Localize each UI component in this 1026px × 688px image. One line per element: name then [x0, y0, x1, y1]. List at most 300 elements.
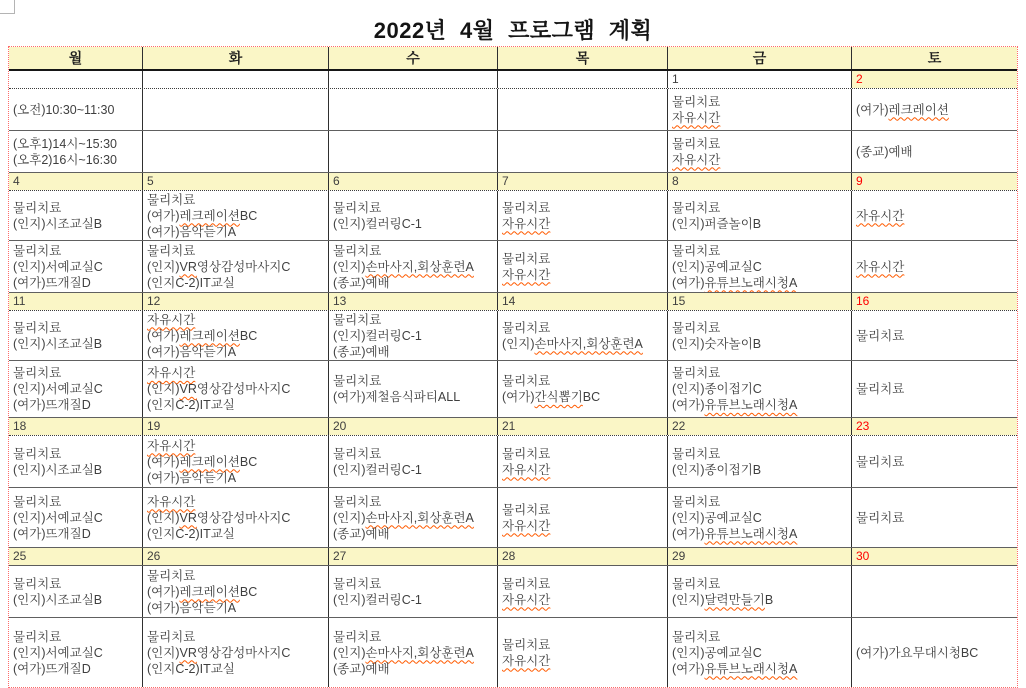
schedule-cell: [143, 618, 329, 687]
program-text: (여가)가요무대시청BC: [856, 645, 979, 660]
schedule-cell-empty: [852, 566, 1017, 617]
schedule-cell: [9, 566, 143, 617]
schedule-line: [672, 381, 849, 397]
program-text: 손마사지,회상훈련A: [365, 510, 474, 525]
program-text: 물리치료: [502, 637, 551, 652]
program-text: (인지)컬러링C-1: [333, 216, 422, 231]
program-text: VR: [179, 382, 197, 396]
schedule-line: [672, 216, 849, 232]
program-text: 레크레이션: [888, 102, 949, 117]
program-text: 물리치료: [502, 446, 551, 461]
program-text: 자유시간: [502, 267, 551, 282]
schedule-cell: [668, 89, 852, 130]
schedule-line: [856, 208, 1015, 224]
program-text: (여가): [147, 208, 180, 223]
schedule-line: [672, 110, 849, 126]
program-text: 물리치료: [13, 243, 62, 258]
schedule-line: [147, 312, 326, 328]
date-cell-16: 16: [852, 293, 1017, 310]
program-text: (여가): [856, 102, 889, 117]
program-text: (인지): [333, 259, 366, 274]
program-text: 물리치료: [13, 366, 62, 380]
program-text: (여가): [672, 275, 705, 290]
schedule-cell: [329, 618, 498, 687]
program-text: (여가)뜨개질D: [13, 526, 91, 541]
schedule-line: [502, 502, 665, 518]
program-text: (인지)서예교실C: [13, 382, 103, 396]
program-text: VR: [179, 645, 197, 660]
program-text: 물리치료: [502, 200, 551, 215]
schedule-cell: [498, 488, 668, 547]
program-text: 달력만들기: [704, 592, 765, 607]
program-text: 레크레이션: [179, 328, 240, 343]
schedule-cell: [498, 566, 668, 617]
schedule-line: [13, 381, 140, 397]
schedule-line: [672, 510, 849, 526]
page-title: 2022년 4월 프로그램 계획: [373, 18, 653, 43]
schedule-line: [147, 510, 326, 526]
schedule-line: [147, 243, 326, 259]
date-cell-25: 25: [9, 548, 143, 565]
program-text: (인지): [333, 645, 366, 660]
schedule-row-week-4-1: [9, 436, 1017, 488]
date-cell-15: 15: [668, 293, 852, 310]
program-text: 간식뽑기: [534, 390, 583, 404]
program-text: 물리치료: [13, 320, 62, 335]
program-text: 자유시간: [502, 653, 551, 668]
schedule-line: [502, 320, 665, 336]
schedule-line: [13, 243, 140, 259]
program-text: (인지)시조교실B: [13, 462, 103, 477]
program-text: 유튜브노래시청A: [704, 526, 798, 541]
program-text: (여가): [147, 584, 180, 599]
date-cell-19: 19: [143, 418, 329, 435]
program-text: (인지)공예교실C: [672, 645, 762, 660]
program-text: 레크레이션: [179, 454, 240, 469]
schedule-line: [147, 192, 326, 208]
weekday-header-fri: 금: [668, 47, 852, 69]
schedule-cell: [329, 566, 498, 617]
date-cell-empty: [329, 71, 498, 88]
date-row-week-2: [9, 173, 1017, 191]
date-cell-27: 27: [329, 548, 498, 565]
date-cell-7: 7: [498, 173, 668, 190]
schedule-line: [147, 526, 326, 542]
program-text: (인지)컬러링C-1: [333, 592, 422, 607]
schedule-cell: [143, 436, 329, 487]
program-text: (인지C-2)IT교실: [147, 275, 235, 290]
schedule-line: [672, 365, 849, 381]
program-text: 자유시간: [147, 312, 196, 327]
schedule-cell: [852, 361, 1017, 417]
date-row-week-1: [9, 71, 1017, 89]
schedule-line: [672, 275, 849, 291]
schedule-line: [502, 373, 665, 389]
weekday-header-tue: 화: [143, 47, 329, 69]
weekday-header-mon: 월: [9, 47, 143, 69]
date-cell-28: 28: [498, 548, 668, 565]
program-text: 물리치료: [147, 568, 196, 583]
schedule-line: [147, 629, 326, 645]
program-text: 물리치료: [672, 576, 721, 591]
program-text: (여가)뜨개질D: [13, 661, 91, 676]
program-text: BC: [239, 328, 258, 343]
program-text: BC: [239, 208, 258, 223]
schedule-line: [13, 336, 140, 352]
program-text: 영상감성마사지C: [196, 510, 291, 525]
date-row-week-4: [9, 418, 1017, 436]
schedule-cell: [498, 241, 668, 292]
schedule-line: [672, 397, 849, 413]
program-text: 물리치료: [147, 192, 196, 207]
program-text: BC: [239, 584, 258, 599]
program-text: (인지)컬러링C-1: [333, 462, 422, 477]
program-text: 물리치료: [13, 200, 62, 215]
schedule-row-week-3-2: [9, 361, 1017, 418]
program-text: 물리치료: [147, 629, 196, 644]
schedule-line: [672, 462, 849, 478]
schedule-line: [856, 328, 1015, 344]
program-text: 자유시간: [856, 208, 905, 223]
schedule-line: [856, 144, 1015, 160]
program-text: (여가)음악듣기A: [147, 344, 237, 359]
program-text: (인지)컬러링C-1: [333, 328, 422, 343]
schedule-line: [502, 251, 665, 267]
schedule-cell: [852, 436, 1017, 487]
program-text: BC: [582, 390, 601, 404]
schedule-cell: [668, 488, 852, 547]
schedule-line: [147, 381, 326, 397]
schedule-line: [333, 216, 495, 232]
date-cell-20: 20: [329, 418, 498, 435]
schedule-line: [333, 446, 495, 462]
date-cell-5: 5: [143, 173, 329, 190]
date-cell-13: 13: [329, 293, 498, 310]
program-text: 손마사지,회상훈련A: [365, 259, 474, 274]
schedule-cell: [9, 191, 143, 240]
date-row-week-5: [9, 548, 1017, 566]
program-text: 물리치료: [672, 200, 721, 215]
program-text: (여가)뜨개질D: [13, 275, 91, 290]
schedule-line: [856, 454, 1015, 470]
program-text: B: [764, 592, 774, 607]
schedule-cell: [9, 361, 143, 417]
schedule-line: [333, 494, 495, 510]
schedule-line: [147, 645, 326, 661]
program-text: 물리치료: [672, 366, 721, 380]
schedule-cell-empty: [498, 131, 668, 172]
program-text: 물리치료: [672, 494, 721, 509]
schedule-line: [672, 152, 849, 168]
schedule-line: [13, 365, 140, 381]
schedule-row-week-4-2: [9, 488, 1017, 548]
weekday-header-wed: 수: [329, 47, 498, 69]
date-cell-21: 21: [498, 418, 668, 435]
program-text: 물리치료: [333, 629, 382, 644]
schedule-line: [13, 397, 140, 413]
schedule-line: [502, 267, 665, 283]
schedule-line: [333, 389, 495, 405]
schedule-cell: [498, 361, 668, 417]
schedule-cell-empty: [143, 131, 329, 172]
schedule-line: [672, 629, 849, 645]
schedule-line: [672, 661, 849, 677]
program-text: (인지): [147, 259, 180, 274]
schedule-line: [147, 661, 326, 677]
program-text: (여가): [147, 454, 180, 469]
date-cell-4: 4: [9, 173, 143, 190]
program-text: 자유시간: [147, 494, 196, 509]
program-text: 자유시간: [502, 216, 551, 231]
date-cell-22: 22: [668, 418, 852, 435]
schedule-line: [502, 462, 665, 478]
schedule-cell: [9, 241, 143, 292]
schedule-line: [13, 200, 140, 216]
program-text: 물리치료: [13, 494, 62, 509]
schedule-cell-empty: [498, 89, 668, 130]
program-text: 물리치료: [672, 446, 721, 461]
program-text: 물리치료: [672, 94, 721, 109]
schedule-cell: [498, 191, 668, 240]
program-text: 영상감성마사지C: [196, 259, 291, 274]
program-text: (여가): [147, 328, 180, 343]
schedule-line: [502, 592, 665, 608]
program-text: (인지)서예교실C: [13, 645, 103, 660]
schedule-row-week-2-1: [9, 191, 1017, 241]
schedule-line: [147, 494, 326, 510]
program-text: 물리치료: [856, 510, 905, 525]
program-text: (오전)10:30~11:30: [13, 102, 115, 117]
program-text: 물리치료: [502, 251, 551, 266]
weekday-header-sat: 토: [852, 47, 1017, 69]
schedule-line: [502, 446, 665, 462]
program-text: (여가)뜨개질D: [13, 398, 91, 412]
program-text: 물리치료: [333, 312, 382, 327]
schedule-cell: [668, 311, 852, 360]
schedule-line: [672, 576, 849, 592]
program-text: 물리치료: [13, 446, 62, 461]
schedule-cell: [9, 488, 143, 547]
program-text: (종교)예배: [856, 144, 913, 159]
schedule-line: [13, 275, 140, 291]
schedule-line: [333, 275, 495, 291]
schedule-line: [333, 645, 495, 661]
schedule-cell: [9, 436, 143, 487]
program-text: (인지)공예교실C: [672, 510, 762, 525]
program-text: 물리치료: [147, 243, 196, 258]
program-text: (인지)시조교실B: [13, 216, 103, 231]
schedule-row-week-5-1: [9, 566, 1017, 618]
schedule-cell: [668, 131, 852, 172]
program-text: (종교)예배: [333, 661, 390, 676]
schedule-line: [147, 344, 326, 360]
program-text: 물리치료: [502, 502, 551, 517]
schedule-line: [147, 454, 326, 470]
schedule-line: [13, 661, 140, 677]
program-text: (여가): [672, 661, 705, 676]
schedule-line: [147, 438, 326, 454]
schedule-line: [147, 208, 326, 224]
schedule-line: [333, 243, 495, 259]
program-text: 물리치료: [672, 136, 721, 151]
program-text: (오후2)16시~16:30: [13, 152, 117, 167]
schedule-line: [333, 312, 495, 328]
program-text: 물리치료: [333, 200, 382, 215]
schedule-line: [13, 576, 140, 592]
program-text: 물리치료: [856, 328, 905, 343]
schedule-cell: [852, 488, 1017, 547]
schedule-row-week-5-2: [9, 618, 1017, 687]
schedule-line: [13, 494, 140, 510]
schedule-line: [856, 645, 1015, 661]
program-text: (인지C-2)IT교실: [147, 398, 235, 412]
schedule-cell: [852, 191, 1017, 240]
schedule-cell-empty: [143, 89, 329, 130]
weekday-header-thu: 목: [498, 47, 668, 69]
schedule-cell-empty: [329, 89, 498, 130]
program-text: (인지): [147, 645, 180, 660]
schedule-line: [672, 136, 849, 152]
schedule-line: [333, 576, 495, 592]
schedule-cell: [329, 361, 498, 417]
program-text: (인지): [672, 592, 705, 607]
program-text: 물리치료: [856, 454, 905, 469]
schedule-line: [147, 600, 326, 616]
schedule-line: [13, 510, 140, 526]
program-text: 손마사지,회상훈련A: [534, 336, 643, 351]
schedule-cell-empty: [329, 131, 498, 172]
schedule-line: [13, 216, 140, 232]
date-cell-11: 11: [9, 293, 143, 310]
program-text: 물리치료: [672, 243, 721, 258]
program-text: 물리치료: [333, 446, 382, 461]
schedule-row-week-1-1: [9, 89, 1017, 131]
program-text: 자유시간: [147, 438, 196, 453]
schedule-cell: [329, 488, 498, 547]
program-text: 자유시간: [502, 592, 551, 607]
weekday-header-row: [9, 47, 1017, 71]
schedule-cell: [143, 361, 329, 417]
schedule-line: [147, 470, 326, 486]
schedule-line: [672, 494, 849, 510]
schedule-line: [147, 584, 326, 600]
program-text: (종교)예배: [333, 344, 390, 359]
schedule-line: [672, 526, 849, 542]
program-text: (인지): [147, 382, 180, 396]
program-text: 물리치료: [333, 374, 382, 388]
schedule-line: [13, 462, 140, 478]
schedule-line: [147, 568, 326, 584]
program-text: 손마사지,회상훈련A: [365, 645, 474, 660]
date-cell-26: 26: [143, 548, 329, 565]
program-text: 물리치료: [333, 494, 382, 509]
schedule-cell: [852, 89, 1017, 130]
schedule-cell: [143, 241, 329, 292]
schedule-line: [502, 576, 665, 592]
schedule-row-week-1-2: [9, 131, 1017, 173]
program-text: (오후1)14시~15:30: [13, 136, 117, 151]
schedule-line: [13, 446, 140, 462]
schedule-cell: [852, 241, 1017, 292]
schedule-line: [502, 518, 665, 534]
program-text: 물리치료: [856, 382, 905, 396]
program-text: 유튜브노래시청A: [704, 661, 798, 676]
program-text: (여가)제철음식파티ALL: [333, 390, 461, 404]
date-cell-14: 14: [498, 293, 668, 310]
date-cell-6: 6: [329, 173, 498, 190]
program-text: 자유시간: [502, 518, 551, 533]
program-text: (여가): [672, 398, 705, 412]
program-text: 자유시간: [672, 110, 721, 125]
schedule-line: [147, 259, 326, 275]
schedule-line: [672, 645, 849, 661]
schedule-line: [333, 328, 495, 344]
program-text: 영상감성마사지C: [196, 645, 291, 660]
schedule-line: [147, 365, 326, 381]
schedule-row-week-3-1: [9, 311, 1017, 361]
date-cell-23: 23: [852, 418, 1017, 435]
date-cell-empty: [9, 71, 143, 88]
program-text: 유튜브노래시청A: [704, 275, 798, 290]
schedule-line: [672, 243, 849, 259]
schedule-line: [672, 592, 849, 608]
schedule-line: [672, 94, 849, 110]
date-cell-empty: [498, 71, 668, 88]
program-text: (여가): [502, 390, 535, 404]
program-text: (인지): [502, 336, 535, 351]
schedule-cell: [9, 618, 143, 687]
schedule-cell: [668, 361, 852, 417]
window-corner-artifact: [0, 0, 15, 14]
schedule-line: [333, 592, 495, 608]
program-text: 유튜브노래시청A: [704, 398, 798, 412]
program-text: (종교)예배: [333, 526, 390, 541]
date-cell-8: 8: [668, 173, 852, 190]
schedule-line: [502, 216, 665, 232]
program-text: 물리치료: [13, 629, 62, 644]
schedule-line: [147, 397, 326, 413]
date-cell-12: 12: [143, 293, 329, 310]
program-text: VR: [179, 259, 197, 274]
schedule-cell: [143, 566, 329, 617]
schedule-line: [13, 629, 140, 645]
schedule-cell: [668, 241, 852, 292]
program-text: (인지)퍼즐놀이B: [672, 216, 762, 231]
schedule-cell: [498, 618, 668, 687]
date-cell-9: 9: [852, 173, 1017, 190]
schedule-line: [856, 102, 1015, 118]
schedule-cell: [668, 566, 852, 617]
schedule-line: [672, 259, 849, 275]
schedule-row-week-2-2: [9, 241, 1017, 293]
program-text: (인지C-2)IT교실: [147, 661, 235, 676]
program-text: (인지)시조교실B: [13, 592, 103, 607]
schedule-line: [333, 661, 495, 677]
program-text: (인지C-2)IT교실: [147, 526, 235, 541]
schedule-cell: [9, 131, 143, 172]
schedule-line: [856, 381, 1015, 397]
program-text: (인지)공예교실C: [672, 259, 762, 274]
program-text: 자유시간: [502, 462, 551, 477]
schedule-line: [672, 446, 849, 462]
program-text: 자유시간: [147, 366, 196, 380]
schedule-line: [13, 320, 140, 336]
schedule-line: [502, 653, 665, 669]
schedule-line: [333, 510, 495, 526]
date-cell-2: 2: [852, 71, 1017, 88]
schedule-cell: [498, 436, 668, 487]
schedule-cell: [852, 311, 1017, 360]
